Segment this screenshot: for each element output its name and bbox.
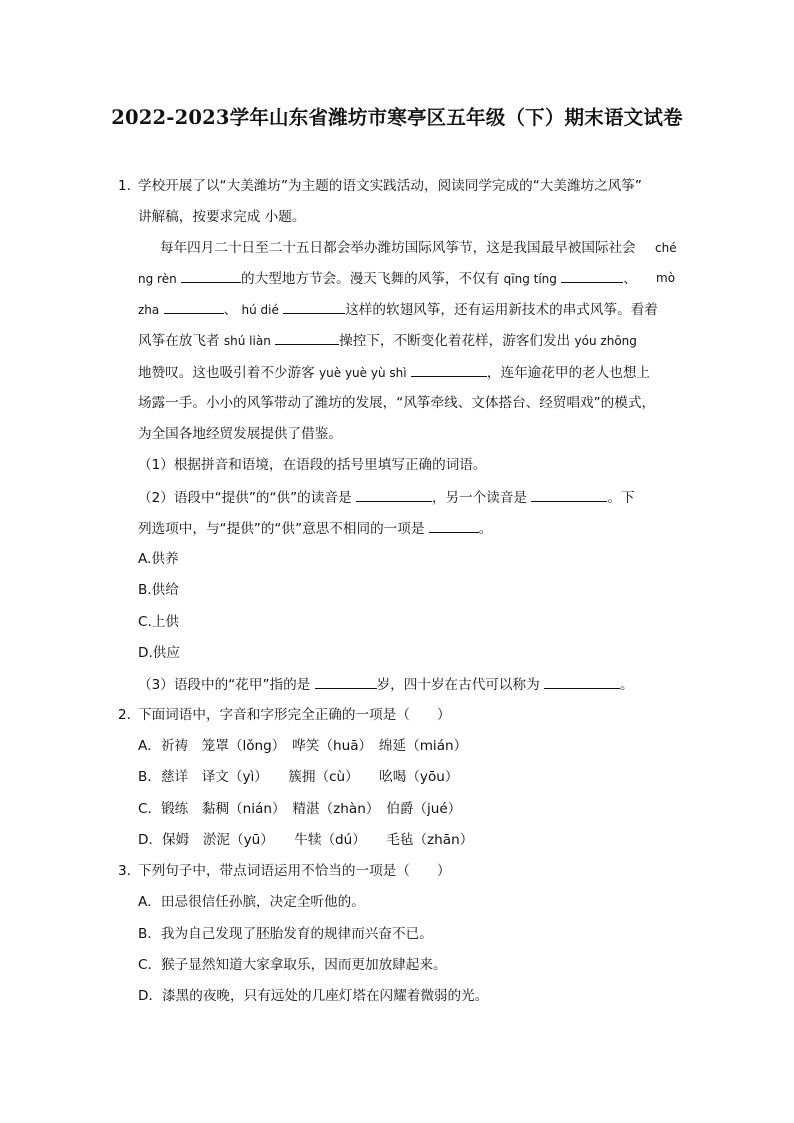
answer-blank[interactable] bbox=[411, 362, 487, 377]
sub3-text: （3）语段中的“花甲”指的是 bbox=[138, 677, 311, 693]
q1-sub2-line-1 bbox=[138, 487, 635, 508]
pinyin: zha bbox=[138, 303, 160, 317]
pinyin: yóu zhōng bbox=[574, 334, 637, 348]
q1-option-b[interactable]: B.供给 bbox=[138, 582, 179, 598]
answer-blank[interactable] bbox=[283, 299, 345, 314]
pinyin: mò bbox=[656, 271, 676, 285]
q1-sub3 bbox=[138, 674, 634, 695]
q1-sub1: （1）根据拼音和语境，在语段的括号里填写正确的词语。 bbox=[138, 457, 487, 473]
q2-number: 2． bbox=[118, 707, 141, 723]
q3-option-a[interactable]: A．田忌很信任孙膑，决定全听他的。 bbox=[138, 894, 365, 910]
exam-title: 2022-2023学年山东省潍坊市寒亭区五年级（下）期末语文试卷 bbox=[111, 106, 683, 129]
para-text: 这样的软翅风筝，还有运用新技术的串式风筝。看着 bbox=[345, 302, 658, 318]
q1-para-line-6: 场露一手。小小的风筝带动了潍坊的发展，“风筝牵线、文体搭台、经贸唱戏”的模式， bbox=[138, 395, 656, 411]
q1-sub2-line-2 bbox=[138, 518, 492, 539]
sub2-text: ，另一个读音是 bbox=[431, 490, 528, 506]
q1-intro-line-2: 讲解稿，按要求完成 小题。 bbox=[138, 209, 306, 225]
para-text: 的大型地方节会。漫天飞舞的风筝，不仅有 bbox=[241, 271, 500, 287]
pinyin: shú liàn bbox=[223, 334, 271, 348]
sub2-text: （2）语段中“提供”的“供”的读音是 bbox=[138, 490, 352, 506]
q2-option-a[interactable]: A．祈祷 笼罩（lǒng） 哗笑（huā） 绵延（mián） bbox=[138, 738, 468, 754]
q1-option-d[interactable]: D.供应 bbox=[138, 645, 180, 661]
answer-blank[interactable] bbox=[544, 674, 620, 689]
q3-number: 3． bbox=[118, 863, 141, 879]
sub3-text: 岁，四十岁在古代可以称为 bbox=[376, 677, 540, 693]
para-text: 操控下，不断变化着花样，游客们发出 bbox=[339, 333, 571, 349]
q3-option-d[interactable]: D．漆黑的夜晚，只有远处的几座灯塔在闪耀着微弱的光。 bbox=[138, 988, 489, 1004]
answer-blank[interactable] bbox=[181, 268, 241, 283]
q3-option-c[interactable]: C．猴子显然知道大家拿取乐，因而更加放肆起来。 bbox=[138, 957, 447, 973]
para-text: 、 bbox=[623, 271, 637, 287]
pinyin: qīng tíng bbox=[503, 272, 557, 286]
answer-blank[interactable] bbox=[275, 330, 339, 345]
q2-option-c[interactable]: C．锻练 黏稠（nián） 精湛（zhàn） 伯爵（jué） bbox=[138, 801, 462, 817]
para-text: 风筝在放飞者 bbox=[138, 333, 220, 349]
answer-blank[interactable] bbox=[561, 268, 623, 283]
pinyin: ché bbox=[655, 241, 677, 255]
q1-option-c[interactable]: C.上供 bbox=[138, 614, 180, 630]
para-text: ，连年逾花甲的老人也想上 bbox=[486, 365, 651, 381]
q3-stem: 下列句子中，带点词语运用不恰当的一项是（ ） bbox=[138, 863, 451, 879]
para-text: 每年四月二十日至二十五日都会举办潍坊国际风筝节，这是我国最早被国际社会 bbox=[160, 240, 636, 256]
answer-blank[interactable] bbox=[429, 518, 479, 533]
answer-blank[interactable] bbox=[531, 487, 607, 502]
answer-blank[interactable] bbox=[315, 674, 377, 689]
pinyin: hú dié bbox=[241, 303, 279, 317]
answer-blank[interactable] bbox=[164, 299, 224, 314]
pinyin: yuè yuè yù shì bbox=[319, 366, 407, 380]
q3-option-b[interactable]: B．我为自己发现了胚胎发育的规律而兴奋不已。 bbox=[138, 926, 433, 942]
q2-stem: 下面词语中，字音和字形完全正确的一项是（ ） bbox=[138, 707, 451, 723]
para-text: 地赞叹。这也吸引着不少游客 bbox=[138, 365, 315, 381]
q1-number: 1． bbox=[118, 178, 141, 194]
q1-para-line-4 bbox=[138, 330, 637, 351]
sub2-text: 列选项中，与“提供”的“供”意思不相同的一项是 bbox=[138, 521, 425, 537]
q1-para-line-3 bbox=[138, 299, 658, 320]
pinyin: ng rèn bbox=[138, 272, 177, 286]
sub3-text: 。 bbox=[620, 677, 634, 693]
q1-para-line-2 bbox=[138, 268, 637, 289]
para-text: 、 bbox=[223, 302, 238, 318]
answer-blank[interactable] bbox=[356, 487, 432, 502]
q1-para-line-1 bbox=[160, 238, 677, 258]
q2-option-d[interactable]: D．保姆 淤泥（yū） 牛犊（dú） 毛毡（zhān） bbox=[138, 832, 474, 848]
q1-para-line-7: 为全国各地经贸发展提供了借鉴。 bbox=[138, 426, 342, 442]
q1-option-a[interactable]: A.供养 bbox=[138, 551, 179, 567]
q2-option-b[interactable]: B．慈详 译文（yì） 簇拥（cù） 吆喝（yōu） bbox=[138, 769, 459, 785]
sub2-text: 。 bbox=[478, 521, 493, 537]
q1-intro-line-1: 学校开展了以“大美潍坊”为主题的语文实践活动，阅读同学完成的“大美潍坊之风筝” bbox=[138, 178, 642, 194]
q1-para-line-5 bbox=[138, 362, 650, 383]
sub2-text: 。下 bbox=[607, 490, 635, 506]
